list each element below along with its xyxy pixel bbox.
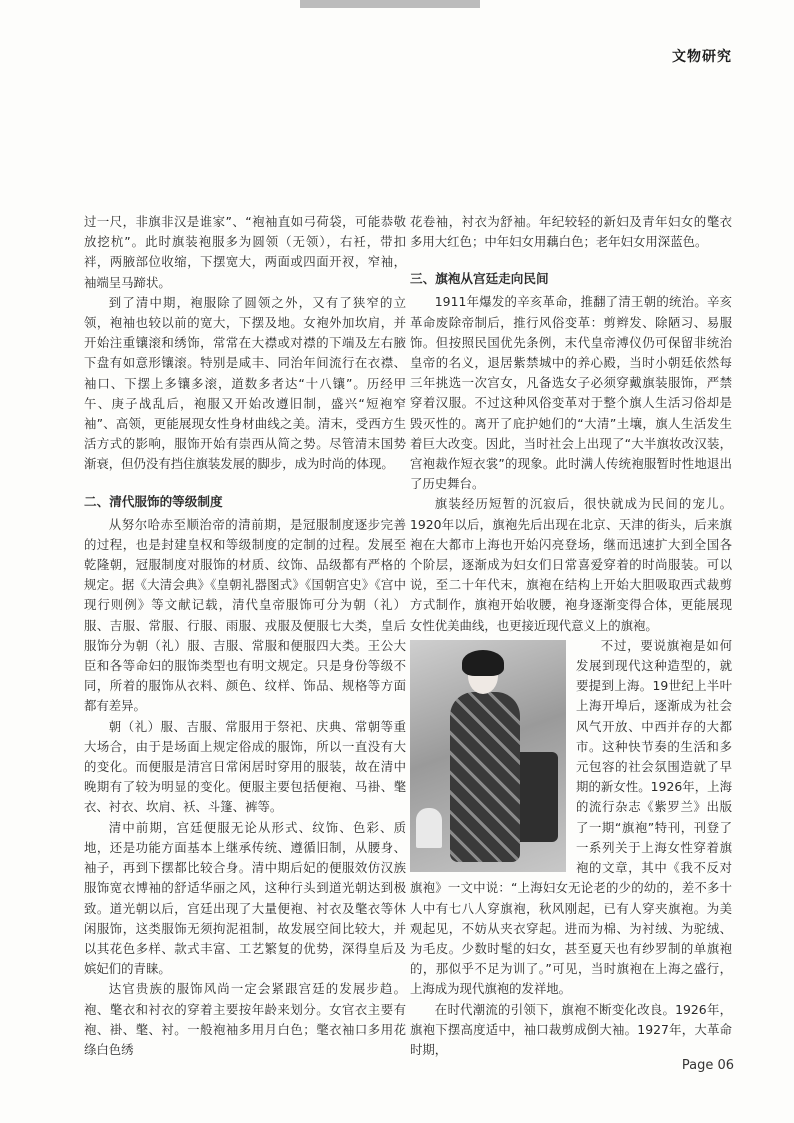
paragraph: 旗装经历短暂的沉寂后，很快就成为民间的宠儿。1920年以后，旗袍先后出现在北京、天津的街头，后来旗袍在大都市上海也开始闪亮登场，继而迅速扩大到全国各个阶层，逐渐成为妇女们日常喜爱穿着的时尚服装。可以说，至二十年代末，旗袍在结构上开始大胆吸取西式裁剪方式制作，旗袍开始收腰，袍身逐渐变得合体，更能展现女性优美曲线，也更接近现代意义上的旗袍。 xyxy=(410,496,732,633)
paragraph: 花卷袖，衬衣为舒袖。年纪较轻的新妇及青年妇女的氅衣多用大红色；中年妇女用藕白色；老年妇女用深蓝色。 xyxy=(410,214,732,250)
paragraph: 不过，要说旗袍是如何发展到现代这种造型的，就要提到上海。19世纪上半叶上海开埠后，逐渐成为社会风气开放、中西并存的大都市。这种快节奏的生活和多元包容的社会氛围造就了早期的新女性。1926年，上海的流行杂志《紫罗兰》出版了一期“旗袍”特刊，刊登了一系列关于上海女性穿着旗袍的文章，其中《我不反对旗袍》一文中说：“上海妇女无论老的少的幼的，差不多十人中有七八人穿旗袍，秋风刚起，已有人穿夹旗袍。为美观起见，不妨从夹衣穿起。进而为棉、为衬绒、为驼绒、为毛皮。少数时髦的妇女，甚至夏天也有纱罗制的单旗袍的，那似乎不足为训了。”可见，当时旗袍在上海之盛行，上海成为现代旗袍的发祥地。 xyxy=(410,637,732,997)
paragraph: 在时代潮流的引领下，旗袍不断变化改良。1926年，旗袍下摆高度适中，袖口裁剪成倒大袖。1927年，大革命时期， xyxy=(410,1001,732,1057)
paragraph: 1911年爆发的辛亥革命，推翻了清王朝的统治。辛亥革命废除帝制后，推行风俗变革：剪辫发、除陋习、易服饰。但按照民国优先条例，末代皇帝溥仪仍可保留非统治皇帝的名义，退居紫禁城中的养心殿，当时小朝廷依然每三年挑选一次宫女，凡备选女子必须穿戴旗装服饰，严禁穿着汉服。不过这种风俗变革对于整个旗人生活习俗却是毁灭性的。离开了庇护她们的“大清”土壤，旗人生活发生着巨大改变。因此，当时社会上出现了“大半旗妆改汉装，宫袍裁作短衣裳”的现象。此时满人传统袍服暂时性地退出了历史舞台。 xyxy=(410,294,732,492)
section-label: 文物研究 xyxy=(672,49,732,65)
section-heading: 三、旗袍从宫廷走向民间 xyxy=(410,271,549,287)
paragraph: 到了清中期，袍服除了圆领之外，又有了狭窄的立领，袍袖也较以前的宽大，下摆及地。女袍外加坎肩，并开始注重镶滚和绣饰，常常在大襟或对襟的下端及左右腋下盘有如意形镶滚。特别是咸丰、同治年间流行在衣襟、袖口、下摆上多镶多滚，道数多者达“十八镶”。历经甲午、庚子战乱后，袍服又开始改遵旧制，盛兴“短袍窄袖”、高领，更能展现女性身材曲线之美。清末，受西方生活方式的影响，服饰开始有崇西从简之势。尽管清末国势渐衰，但仍没有挡住旗装发展的脚步，成为时尚的体现。 xyxy=(84,294,406,472)
paragraph: 达官贵族的服饰风尚一定会紧跟宫廷的发展步趋。袍、氅衣和衬衣的穿着主要按年龄来划分。女官衣主要有袍、褂、氅、衬。一般袍袖多用月白色；氅衣袖口多用花绦白色绣 xyxy=(84,981,406,1057)
left-column xyxy=(84,212,406,1060)
right-column xyxy=(410,212,732,1060)
paragraph: 朝（礼）服、吉服、常服用于祭祀、庆典、常朝等重大场合，由于是场面上规定俗成的服饰，所以一直没有大的变化。而便服是清宫日常闲居时穿用的服装，故在清中晚期有了较为明显的变化。便服主要包括便袍、马褂、氅衣、衬衣、坎肩、袄、斗篷、裤等。 xyxy=(84,718,406,815)
qipao-dress-shape xyxy=(450,692,520,862)
lamp-shape xyxy=(416,808,442,848)
qipao-woman-photo xyxy=(410,640,566,872)
paragraph: 从努尔哈赤至顺治帝的清前期，是冠服制度逐步完善的过程，也是封建皇权和等级制度的定制的过程。发展至乾隆朝，冠服制度对服饰的材质、纹饰、品级都有严格的规定。据《大清会典》《皇朝礼器图式》《国朝宫史》《宫中现行则例》等文献记载，清代皇帝服饰可分为朝（礼）服、吉服、常服、行服、雨服、戎服及便服七大类，皇后服饰分为朝（礼）服、吉服、常服和便服四大类。王公大臣和各等命妇的服饰类型也有明文规定。只是身份等级不同，所着的服饰从衣料、颜色、纹样、饰品、规格等方面都有差异。 xyxy=(84,516,406,714)
page-number: Page 06 xyxy=(681,1058,734,1073)
hair-shape xyxy=(462,650,504,676)
section-heading: 二、清代服饰的等级制度 xyxy=(84,493,223,509)
paragraph: 清中前期，宫廷便服无论从形式、纹饰、色彩、质地，还是功能方面基本上继承传统、遵循旧制，从腰身、袖子，再到下摆都比较合身。清中期后妃的便服效仿汉族服饰宽衣博袖的舒适华丽之风，这种行头到道光朝达到极致。道光朝以后，宫廷出现了大量便袍、衬衣及氅衣等休闲服饰，这类服饰无须拘泥祖制，故发展空间比较大，并以其花色多样、款式丰富、工艺繁复的优势，深得皇后及嫔妃们的青睐。 xyxy=(84,819,406,977)
paragraph: 过一尺，非旗非汉是谁家”、“袍袖直如弓荷袋，可能恭敬放挖杭”。此时旗装袍服多为圆领（无领），右衽，带扣袢，两腋部位收缩，下摆宽大，两面或四面开衩，窄袖，袖端呈马蹄状。 xyxy=(84,214,406,290)
top-edge-bar xyxy=(300,0,480,8)
